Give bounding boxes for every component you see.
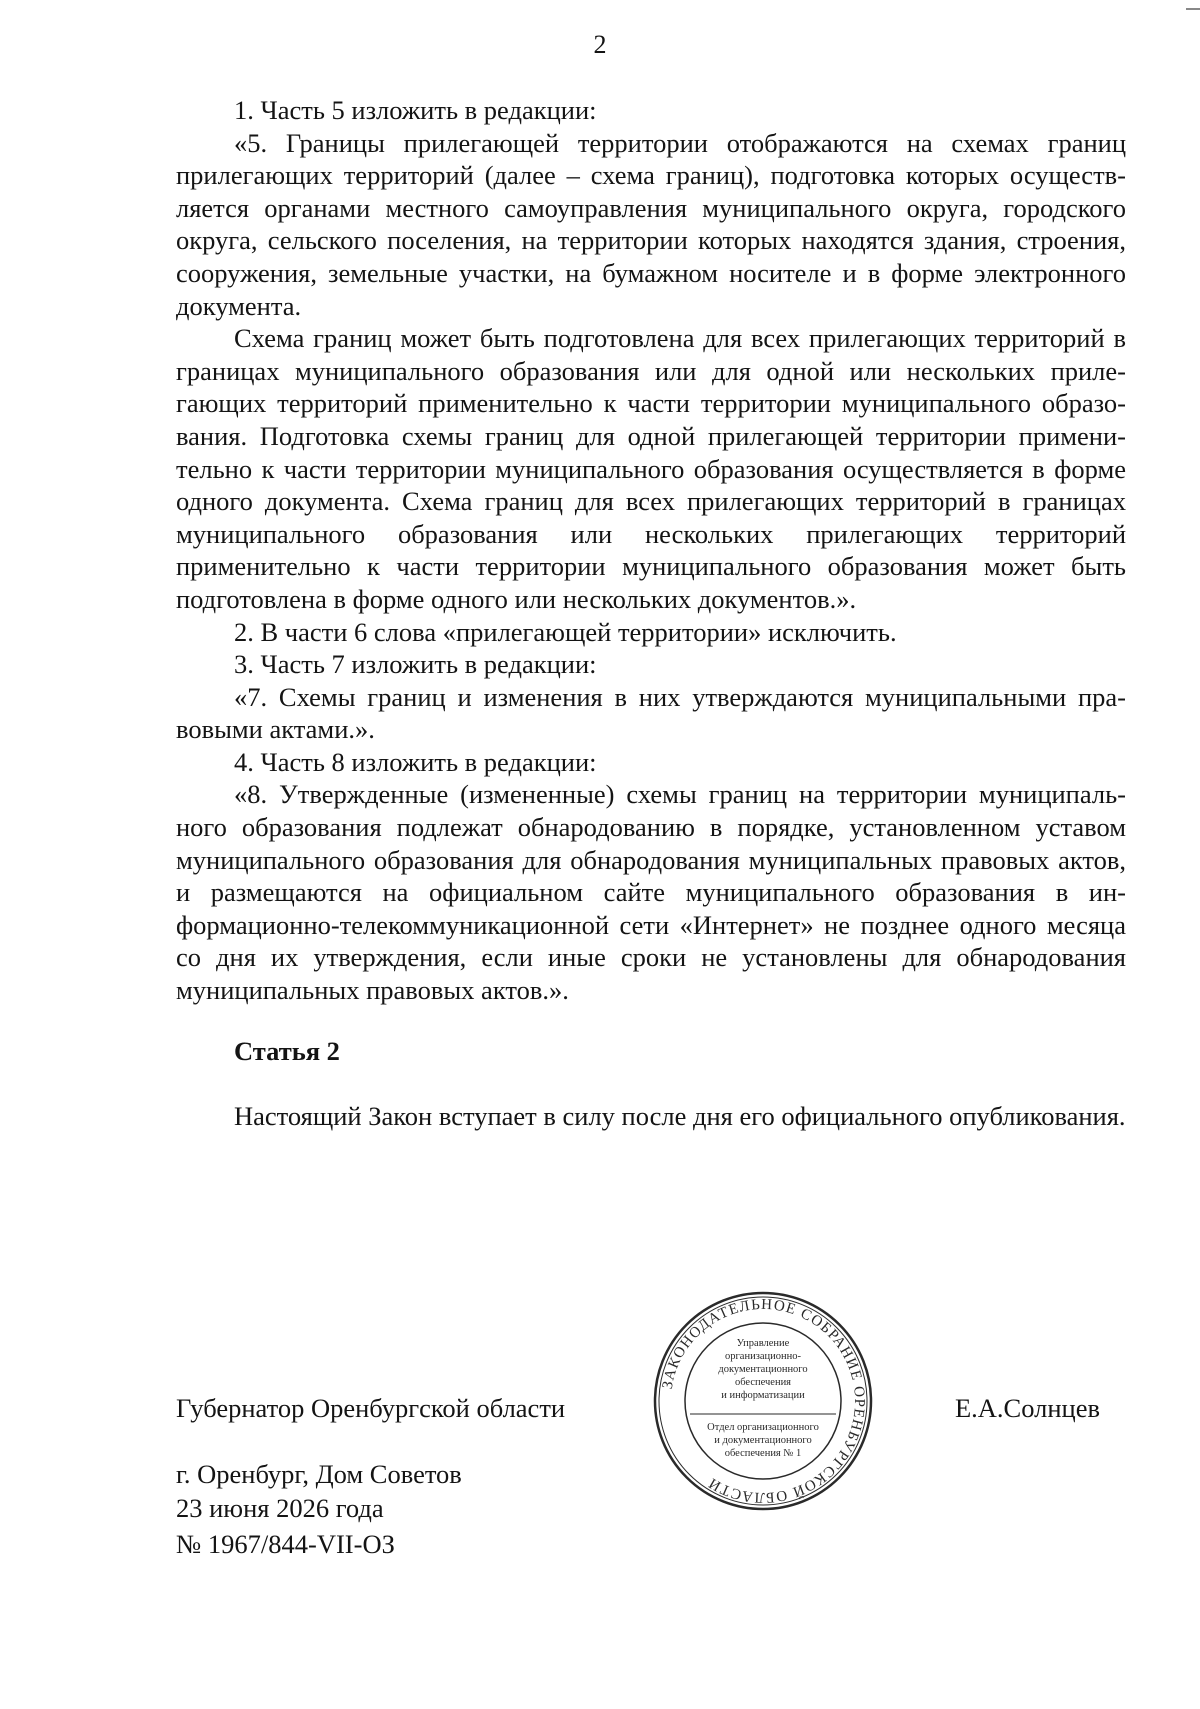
paragraph: Схема границ может быть подготовлена для всех прилегающих территорий в границах муниципального образования или для одной или нескольких прилегающих территорий применительно к части территории муниципального образования. Подготовка схемы границ для одной прилегающей территории применительно к части территории муниципального образования осуществляется в форме одного документа. Схема границ для всех прилегающих территорий в границах муниципального образования или нескольких прилегающих территорий применительно к части территории муниципального образования может быть подготовлена в форме одного или нескольких документов.». — [176, 323, 1126, 614]
signing-place: г. Оренбург, Дом Советов — [176, 1459, 462, 1489]
seal-inner-line: документационного — [718, 1364, 808, 1375]
seal-inner-line: Управление — [736, 1338, 790, 1349]
seal-outer-text: ЗАКОНОДАТЕЛЬНОЕ СОБРАНИЕ ОРЕНБУРГСКОЙ ОБЛАСТИ — [659, 1296, 868, 1506]
scan-edge-mark — [1186, 0, 1200, 10]
paragraph: 3. Часть 7 изложить в редакции: — [234, 649, 597, 680]
seal-inner-line: и информатизации — [721, 1390, 805, 1401]
paragraph: 1. Часть 5 изложить в редакции: — [234, 95, 597, 125]
official-seal — [652, 1290, 874, 1512]
signatory-name: Е.А.Солнцев — [954, 1393, 1100, 1423]
paragraph: «7. Схемы границ и изменения в них утверждаются муниципальными правовыми актами.». — [176, 681, 1126, 745]
seal-inner-line: организационно- — [725, 1351, 801, 1362]
article-heading: Статья 2 — [234, 1036, 340, 1066]
article-text: Настоящий Закон вступает в силу после дня его официального опубликования. — [234, 1101, 1126, 1131]
paragraph: 2. В части 6 слова «прилегающей территории» исключить. — [234, 616, 897, 647]
paragraph: «5. Границы прилегающей территории отображаются на схемах границ прилегающих территорий (далее – схема границ), подготовка которых осуществляется органами местного самоуправления муниципального округа, городского округа, сельского поселения, на территории которых находятся здания, строения, сооружения, земельные участки, на бумажном носителе и в форме электронного документа. — [176, 127, 1126, 321]
seal-inner-line: Отдел организационного — [707, 1422, 819, 1433]
signing-date: 23 июня 2026 года — [176, 1493, 384, 1523]
document-body — [176, 94, 1126, 1007]
law-number: № 1967/844-VII-ОЗ — [176, 1529, 395, 1559]
seal-inner-line: обеспечения № 1 — [724, 1448, 802, 1459]
signatory-title: Губернатор Оренбургской области — [176, 1393, 566, 1423]
page-number: 2 — [593, 30, 607, 59]
paragraph: 4. Часть 8 изложить в редакции: — [234, 746, 597, 777]
seal-inner-line: и документационного — [714, 1435, 812, 1446]
seal-inner-line: обеспечения — [734, 1377, 792, 1388]
paragraph: «8. Утвержденные (измененные) схемы границ на территории муниципального образования подлежат обнародованию в порядке, установленном уставом муниципального образования для обнародования муниципальных правовых актов, и размещаются на официальном сайте муниципального образования в информационно-телекоммуникационной сети «Интернет» не позднее одного месяца со дня их утверждения, если иные сроки не установлены для обнародования муниципальных правовых актов.». — [176, 779, 1126, 1006]
